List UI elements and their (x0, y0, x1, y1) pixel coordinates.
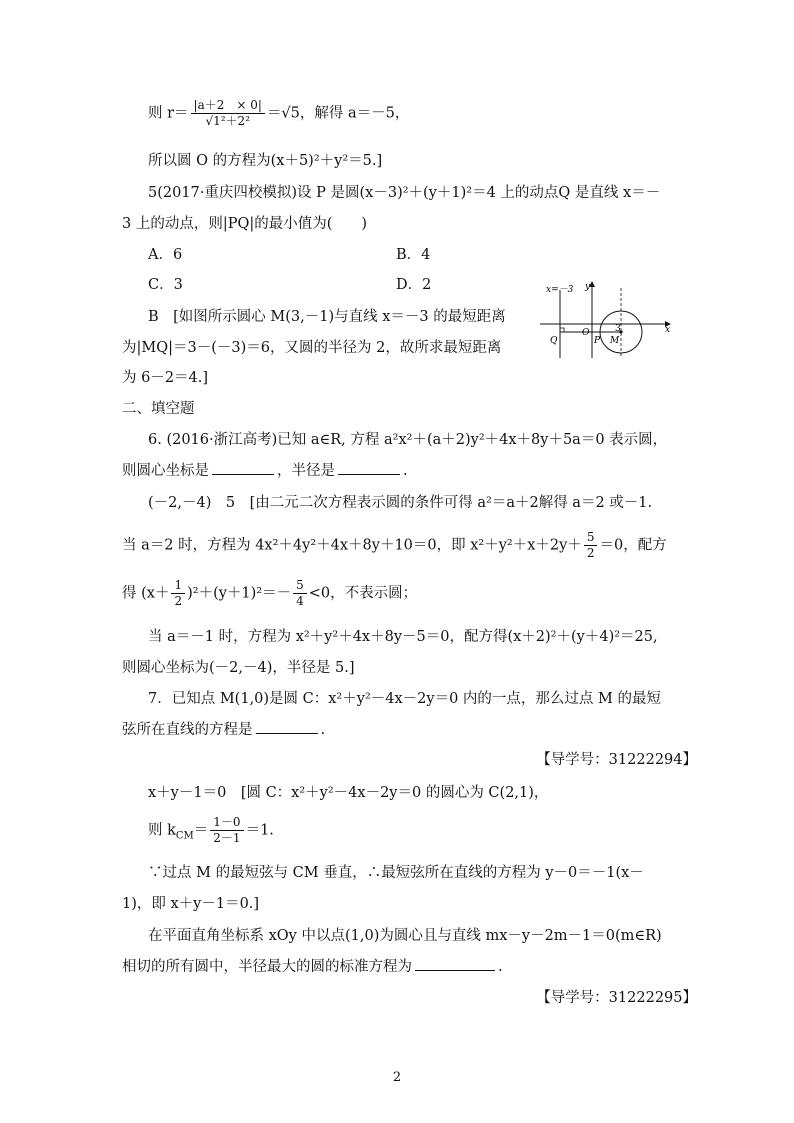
option-b: B．4 (396, 247, 431, 263)
answer-6-case-1: 当 a＝2 时，方程为 4x²＋4y²＋4x＋8y＋10＝0，即 x²＋y²＋x＋2y＋ $\frac{5}{2}$ ＝0，配方 (122, 530, 667, 560)
option-a: A．6 (148, 247, 183, 263)
question-7-text-cont: 弦所在直线的方程是 . (122, 719, 325, 741)
solution-radius-line: 则 r＝ $\frac{|a+2 \times 0|}{\text{√1²＋2²}}$ ＝√5，解得 a＝－5， (148, 98, 410, 128)
answer-7-slope: 则 $k_{CM}=$ $\frac{1-0}{2-1}$ ＝1. (148, 815, 274, 845)
question-8-text: 在平面直角坐标系 xOy 中以点(1,0)为圆心且与直线 mx－y－2m－1＝0(m∈R) (148, 928, 662, 944)
fraction: $\frac{5}{2}$ (584, 530, 598, 561)
fraction: $\frac{5}{4}$ (293, 578, 307, 609)
answer-5-text: B [如图所示圆心 M(3,－1)与直线 x＝－3 的最短距离 (148, 309, 506, 325)
option-d: D．2 (396, 277, 432, 293)
origin-label: O (582, 328, 590, 338)
answer-blank (256, 719, 318, 734)
page-number: 2 (392, 1070, 402, 1085)
right-angle-mark (560, 328, 564, 332)
x-label: x (665, 325, 671, 335)
answer-7-reason: ∵过点 M 的最短弦与 CM 垂直，∴最短弦所在直线的方程为 y－0＝－1(x－ (148, 865, 644, 881)
q-label: Q (550, 336, 558, 346)
p-label: P (594, 336, 601, 346)
text-line: 所以圆 O 的方程为(x＋5)²＋y²＝5.] (148, 153, 383, 169)
answer-5-text-cont: 为|MQ|＝3－(－3)＝6，又圆的半径为 2，故所求最短距离 (122, 340, 502, 356)
option-c: C．3 (148, 277, 183, 293)
answer-7-result: 1)，即 x＋y－1＝0.] (122, 896, 260, 912)
fraction: $\frac{|a+2 \times 0|}{\text{√1²＋2²}}$ (191, 98, 265, 129)
three-label: 3 (615, 324, 621, 334)
answer-blank (415, 956, 495, 971)
answer-blank (212, 460, 274, 475)
answer-7-text: x＋y－1＝0 [圆 C：x²＋y²－4x－2y＝0 的圆心为 C(2,1)， (148, 785, 549, 801)
question-8-text-cont: 相切的所有圆中，半径最大的圆的标准方程为 . (122, 956, 503, 978)
guide-number-1: 【导学号：31222294】 (536, 752, 697, 768)
question-5-text: 5(2017·重庆四校模拟)设 P 是圆(x－3)²＋(y＋1)²＝4 上的动点Q 是直线 x＝－ (148, 185, 661, 201)
m-label: M (610, 336, 620, 346)
question-6-text-cont: 则圆心坐标是 ，半径是 . (122, 460, 408, 482)
guide-number-2: 【导学号：31222295】 (536, 990, 697, 1006)
section-heading: 二、填空题 (122, 401, 195, 417)
answer-6-result: 则圆心坐标为(－2,－4)，半径是 5.] (122, 660, 355, 676)
answer-6-complete-square: 得 (x＋ $\frac{1}{2}$ )²＋(y＋1)²＝－ $\frac{5}{4}$ <0，不表示圆； (122, 578, 418, 608)
circle-diagram (538, 280, 673, 360)
answer-blank (338, 460, 400, 475)
answer-6-case-2: 当 a＝－1 时，方程为 x²＋y²＋4x＋8y－5＝0，配方得(x＋2)²＋(y＋4)²＝25, (148, 629, 658, 645)
fraction: $\frac{1-0}{2-1}$ (210, 815, 243, 846)
answer-5-text-end: 为 6－2＝4.] (122, 370, 209, 386)
y-label: y (585, 282, 591, 292)
question-5-text-cont: 3 上的动点，则|PQ|的最小值为( ) (122, 216, 368, 232)
fraction: $\frac{1}{2}$ (171, 578, 185, 609)
line-label: x=－3 (546, 285, 574, 295)
question-7-text: 7．已知点 M(1,0)是圆 C：x²＋y²－4x－2y＝0 内的一点，那么过点 M 的最短 (148, 691, 661, 707)
answer-6-text: (－2,－4) 5 [由二元二次方程表示圆的条件可得 a²＝a＋2解得 a＝2 或－1. (148, 495, 653, 511)
question-6-text: 6. (2016·浙江高考)已知 a∈R, 方程 a²x²＋(a＋2)y²＋4x＋8y＋5a＝0 表示圆， (148, 432, 668, 448)
